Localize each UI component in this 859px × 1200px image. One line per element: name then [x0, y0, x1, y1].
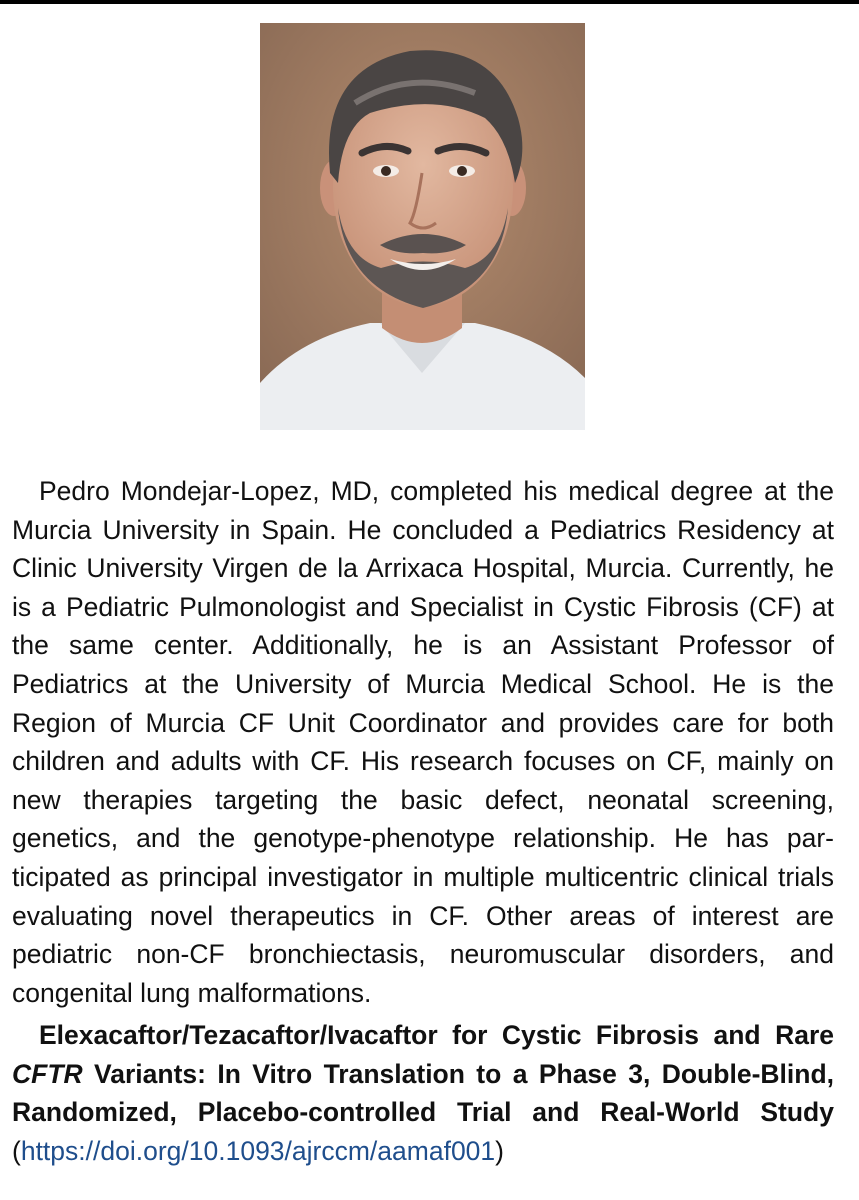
- doi-close-paren: ): [495, 1135, 504, 1166]
- article-title-italic: CFTR: [12, 1058, 83, 1089]
- author-biography: Pedro Mondejar-Lopez, MD, completed his medical degree at the Murcia University in Spain. He concluded a Pediatrics Residency at Clinic University Virgen de la Arrixaca Hospital, Murcia. Currently, he is a Pediatric Pulmonologist and Specialist in Cystic Fibrosis (CF) at the same center. Additionally, he is an Assistant Professor of Pediatrics at the University of Murcia Medical School. He is the Region of Murcia CF Unit Coordinator and provides care for both children and adults with CF. His research focuses on CF, mainly on new therapies targeting the basic defect, neonatal screening, genetics, and the genotype-phenotype relationship. He has participated as principal investigator in multiple multicentric clinical trials evaluating novel therapeutics in CF. Other areas of interest are pediatric non-CF bronchiectasis, neuromuscular disorders, and congenital lung malformations.: [12, 476, 834, 1008]
- article-title-part1: Elexacaftor/Tezacaftor/Ivacaftor for Cystic Fibrosis and Rare: [39, 1020, 834, 1050]
- doi-open-paren: (: [12, 1135, 21, 1166]
- portrait-photo: [260, 23, 585, 430]
- doi-link[interactable]: https://doi.org/10.1093/ajrccm/aamaf001: [20, 1135, 496, 1166]
- article-title-part2: Variants: In Vitro Translation to a Phase 3, Double-Blind, Randomized, Placebo-controlled Trial and Real-World Study: [12, 1058, 834, 1128]
- article-reference: [12, 1016, 834, 1170]
- top-rule: [0, 0, 859, 4]
- article-title: [12, 1020, 834, 1127]
- portrait-illustration: [260, 23, 585, 430]
